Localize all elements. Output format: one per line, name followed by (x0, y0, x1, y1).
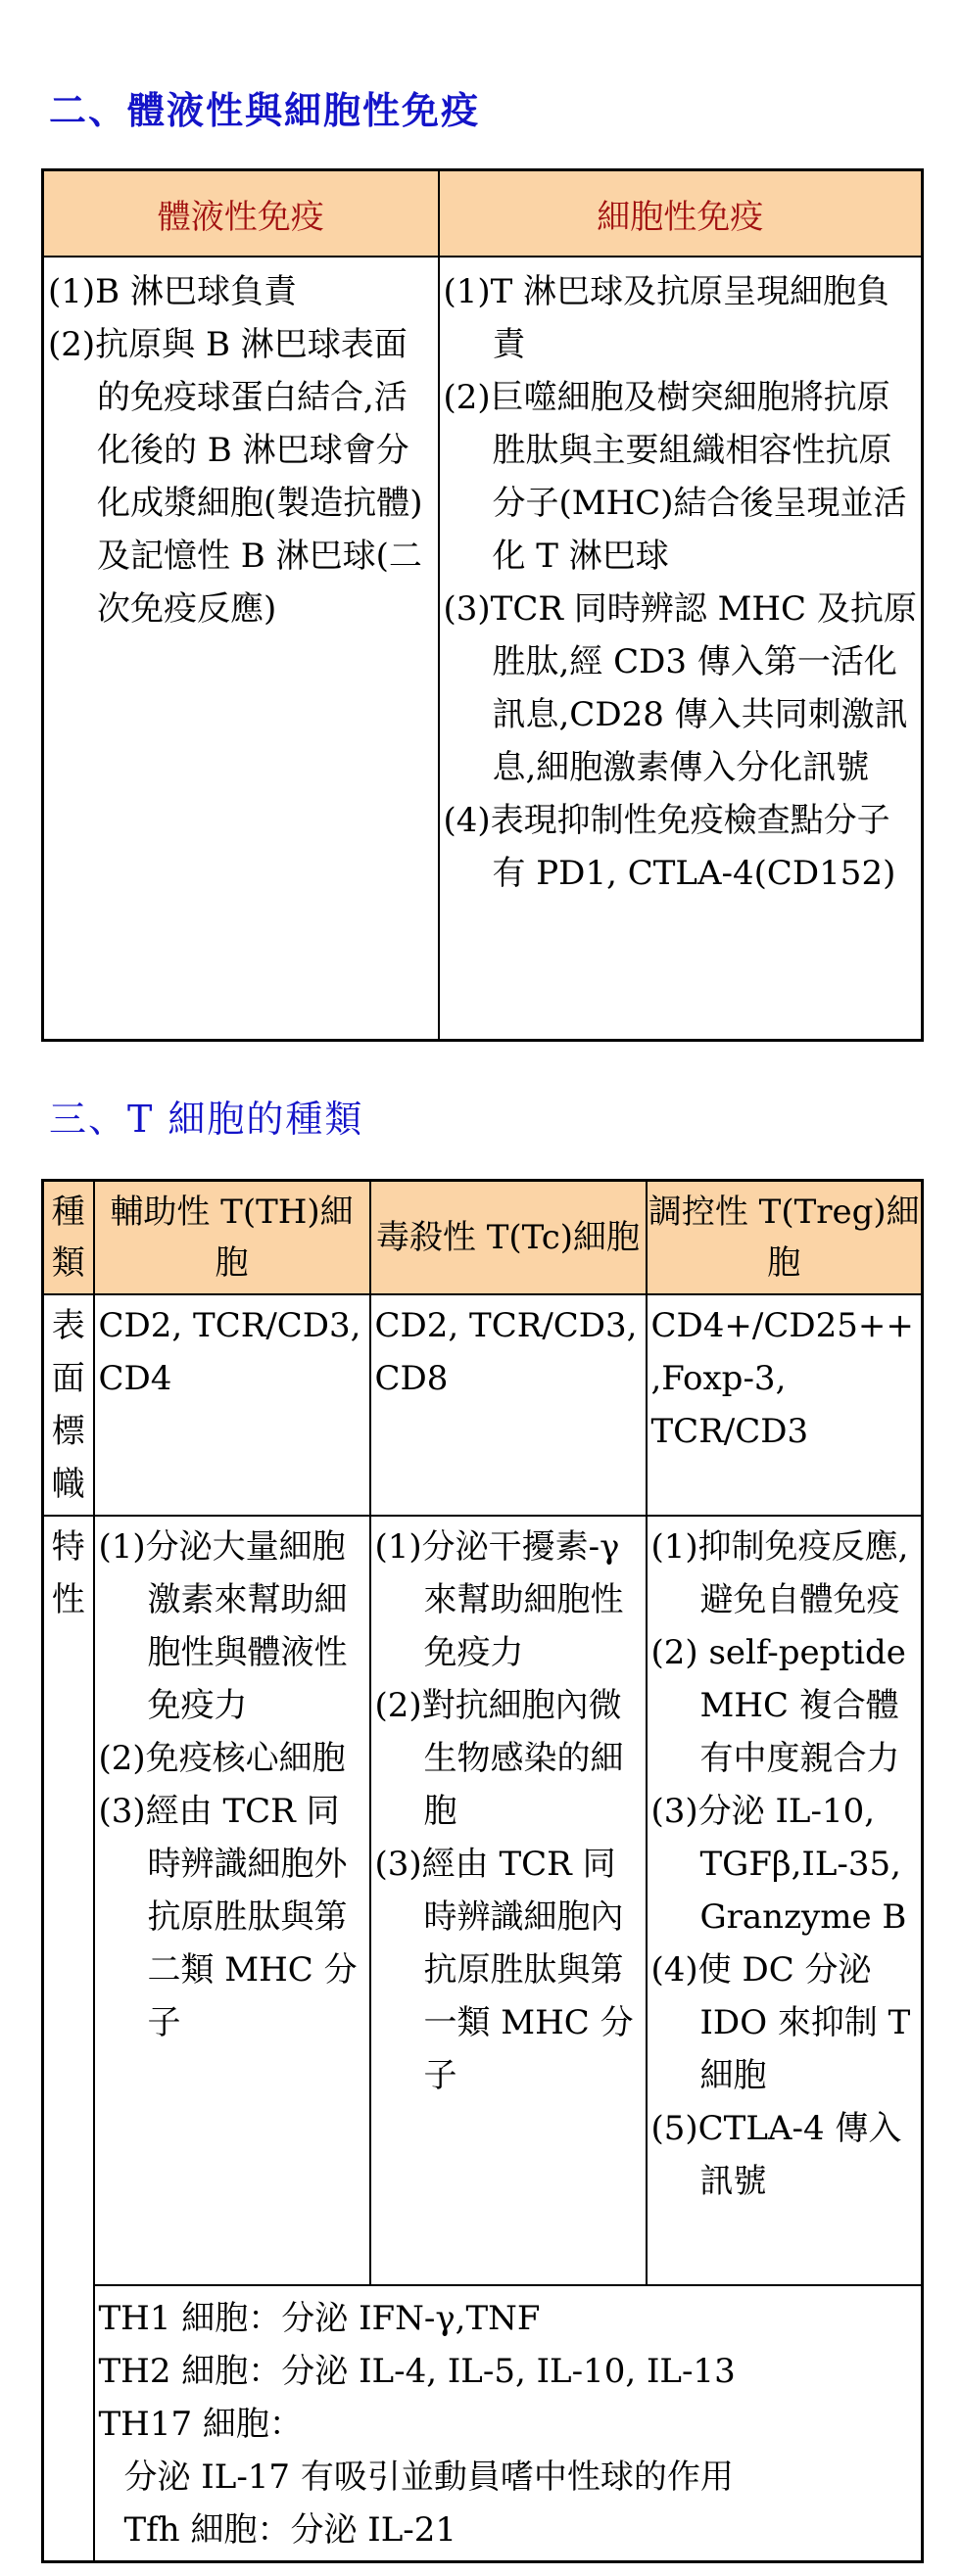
list-item: (1)T 淋巴球及抗原呈現細胞負責 (443, 272, 890, 364)
column-header-treg: 調控性 T(Treg)細胞 (647, 1181, 923, 1295)
corner-label: 種類 (43, 1181, 94, 1295)
summary-line: TH1 細胞：分泌 IFN-γ,TNF (98, 2299, 541, 2338)
row-label-traits: 特性 (43, 1516, 94, 2562)
list-item: (2) self-peptide MHC 複合體有中度親合力 (650, 1633, 906, 1778)
section-heading-humoral-cellular: 二、體液性與細胞性免疫 (49, 88, 481, 132)
list-item: (2)對抗細胞內微生物感染的細胞 (374, 1686, 624, 1831)
humoral-cell (43, 257, 439, 1040)
surface-tc: CD2, TCR/CD3, CD8 (370, 1294, 647, 1516)
th-subsets-summary (94, 2285, 923, 2562)
traits-tc (370, 1516, 647, 2285)
summary-line: TH2 細胞：分泌 IL-4, IL-5, IL-10, IL-13 (98, 2352, 736, 2391)
list-item: (3)經由 TCR 同時辨識細胞內抗原胜肽與第一類 MHC 分子 (374, 1845, 634, 2095)
list-item: (3)分泌 IL-10, TGFβ,IL-35, Granzyme B (650, 1792, 907, 1937)
column-header-th: 輔助性 T(TH)細胞 (94, 1181, 370, 1295)
column-header-cellular: 細胞性免疫 (439, 170, 923, 258)
row-label-surface: 表面標幟 (43, 1294, 94, 1516)
summary-line: Tfh 細胞：分泌 IL-21 (123, 2510, 457, 2550)
list-item: (4)使 DC 分泌 IDO 來抑制 T 細胞 (650, 1950, 911, 2095)
surface-th: CD2, TCR/CD3, CD4 (94, 1294, 370, 1516)
list-item: (1)分泌大量細胞激素來幫助細胞性與體液性免疫力 (98, 1527, 348, 1725)
table-header-row (43, 170, 923, 258)
list-item: (1)分泌干擾素-γ 來幫助細胞性免疫力 (374, 1527, 624, 1672)
summary-line: 分泌 IL-17 有吸引並動員嗜中性球的作用 (123, 2458, 734, 2497)
cellular-cell (439, 257, 923, 1040)
t-cell-types-table (41, 1179, 924, 2563)
table-header-row (43, 1181, 923, 1295)
column-header-humoral: 體液性免疫 (43, 170, 439, 258)
list-item: (2)免疫核心細胞 (98, 1739, 346, 1778)
list-item: (3)TCR 同時辨認 MHC 及抗原胜肽,經 CD3 傳入第一活化訊息,CD28 傳入共同刺激訊息,細胞激素傳入分化訊號 (443, 589, 917, 787)
traits-treg (647, 1516, 923, 2285)
humoral-cellular-table (41, 168, 924, 1042)
list-item: (4)表現抑制性免疫檢查點分子有 PD1, CTLA-4(CD152) (443, 801, 896, 893)
list-item: (3)經由 TCR 同時辨識細胞外抗原胜肽與第二類 MHC 分子 (98, 1792, 358, 2042)
column-header-tc: 毒殺性 T(Tc)細胞 (370, 1181, 647, 1295)
surface-treg: CD4+/CD25++ ,Foxp-3, TCR/CD3 (647, 1294, 923, 1516)
table-row-traits (43, 1516, 923, 2285)
list-item: (2)抗原與 B 淋巴球表面的免疫球蛋白結合,活化後的 B 淋巴球會分化成漿細胞(製造抗體)及記憶性 B 淋巴球(二次免疫反應) (48, 325, 423, 629)
list-item: (2)巨噬細胞及樹突細胞將抗原胜肽與主要組織相容性抗原分子(MHC)結合後呈現並活化 T 淋巴球 (443, 378, 907, 576)
list-item: (1)抑制免疫反應,避免自體免疫 (650, 1527, 909, 1619)
summary-line: TH17 細胞： (98, 2405, 303, 2444)
table-row-surface (43, 1294, 923, 1516)
list-item: (1)B 淋巴球負責 (48, 272, 297, 311)
list-item: (5)CTLA-4 傳入訊號 (650, 2109, 902, 2201)
traits-th (94, 1516, 370, 2285)
table-row-summary (43, 2285, 923, 2562)
section-heading-t-cell-types: 三、T 細胞的種類 (49, 1098, 364, 1141)
table-row (43, 257, 923, 1040)
